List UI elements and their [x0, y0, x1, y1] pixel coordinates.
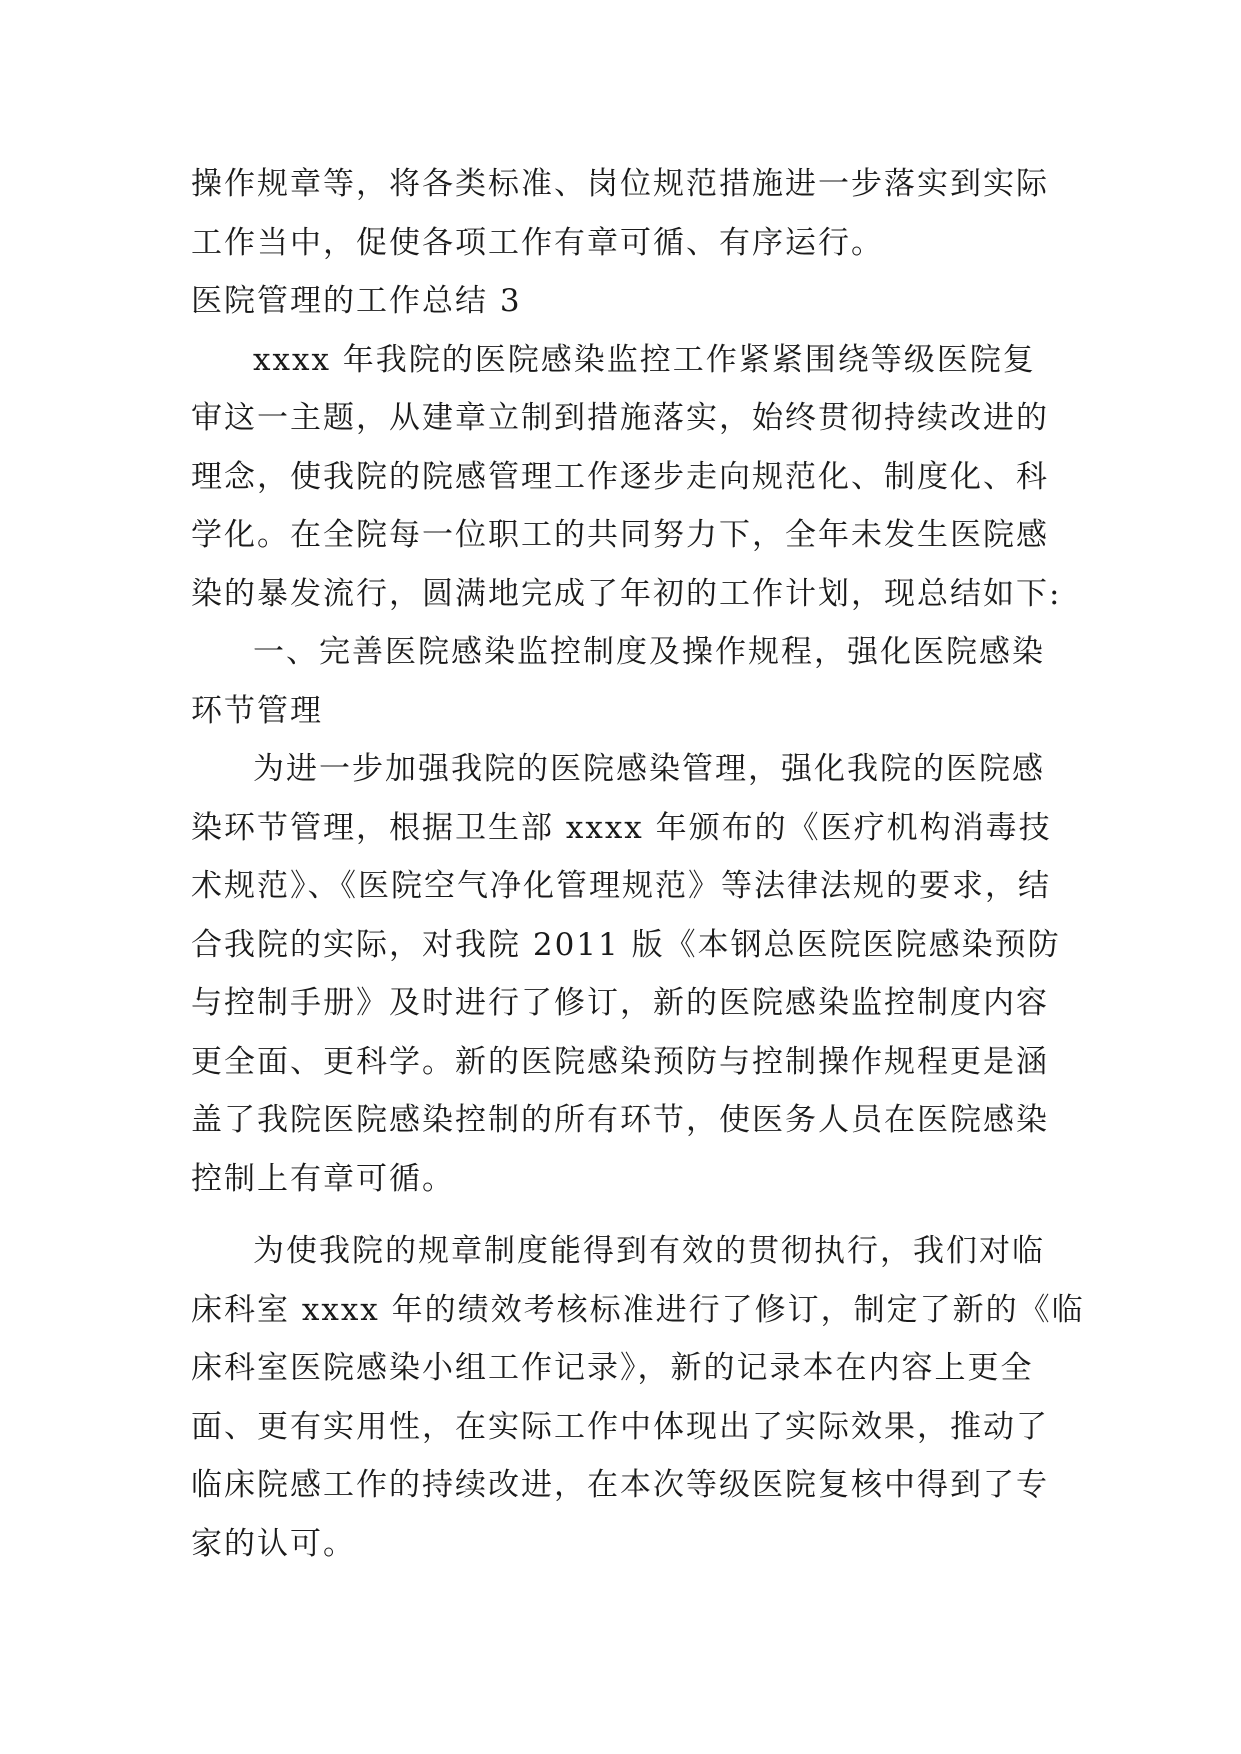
text-line: 染环节管理，根据卫生部 xxxx 年颁布的《医疗机构消毒技	[191, 809, 1052, 846]
text-line: 盖了我院医院感染控制的所有环节，使医务人员在医院感染	[191, 1102, 1049, 1138]
subsection-heading: 环节管理	[191, 692, 323, 729]
subsection-heading: 一、完善医院感染监控制度及操作规程，强化医院感染	[253, 634, 1045, 670]
text-line: xxxx 年我院的医院感染监控工作紧紧围绕等级医院复	[253, 341, 1036, 378]
text-line: 合我院的实际，对我院 2011 版《本钢总医院医院感染预防	[191, 926, 1061, 963]
section-heading: 医院管理的工作总结 3	[191, 283, 522, 319]
text-line: 更全面、更科学。新的医院感染预防与控制操作规程更是涵	[191, 1043, 1049, 1080]
text-line: 操作规章等，将各类标准、岗位规范措施进一步落实到实际	[191, 166, 1049, 202]
text-line: 工作当中，促使各项工作有章可循、有序运行。	[191, 224, 884, 261]
text-line: 理念，使我院的院感管理工作逐步走向规范化、制度化、科	[191, 458, 1049, 495]
text-line: 控制上有章可循。	[191, 1160, 455, 1197]
text-line: 与控制手册》及时进行了修订，新的医院感染监控制度内容	[191, 985, 1049, 1021]
text-line: 染的暴发流行，圆满地完成了年初的工作计划，现总结如下:	[191, 575, 1062, 612]
text-line: 家的认可。	[191, 1525, 356, 1562]
text-line: 床科室 xxxx 年的绩效考核标准进行了修订，制定了新的《临	[191, 1291, 1085, 1328]
text-line: 审这一主题，从建章立制到措施落实，始终贯彻持续改进的	[191, 400, 1049, 436]
text-line: 学化。在全院每一位职工的共同努力下，全年未发生医院感	[191, 517, 1049, 553]
text-line: 临床院感工作的持续改进，在本次等级医院复核中得到了专	[191, 1467, 1049, 1503]
text-line: 为使我院的规章制度能得到有效的贯彻执行，我们对临	[253, 1233, 1045, 1269]
text-line: 床科室医院感染小组工作记录》，新的记录本在内容上更全	[191, 1350, 1034, 1386]
text-line: 面、更有实用性，在实际工作中体现出了实际效果，推动了	[191, 1408, 1049, 1445]
text-line: 术规范》、《医院空气净化管理规范》等法律法规的要求，结	[191, 868, 1051, 904]
text-line: 为进一步加强我院的医院感染管理，强化我院的医院感	[253, 751, 1045, 787]
document-body	[191, 155, 1085, 1573]
